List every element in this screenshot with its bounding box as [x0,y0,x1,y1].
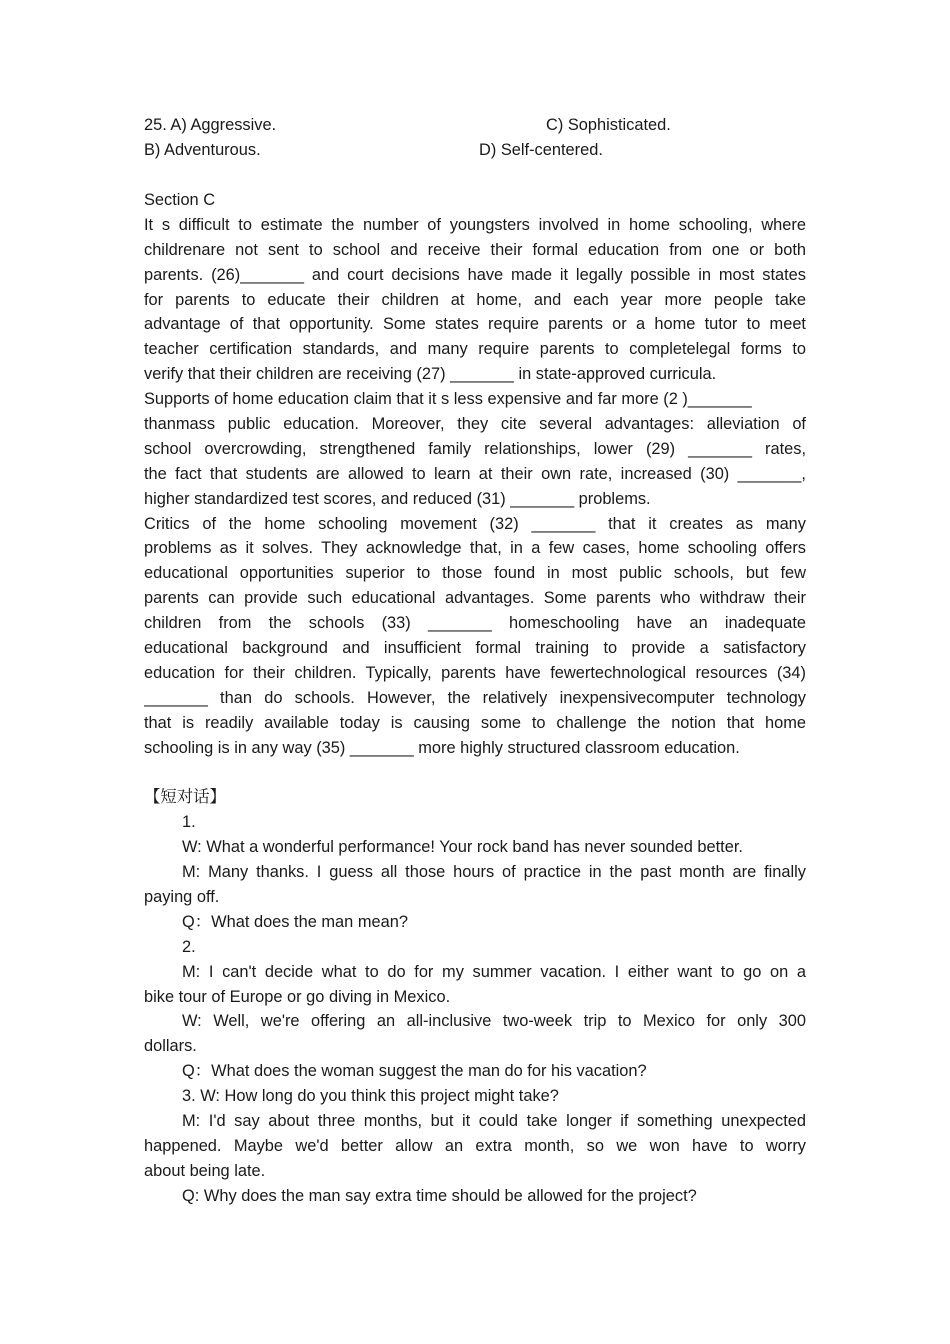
dialogue-line-woman: 3. W: How long do you think this project might take? [182,1087,559,1106]
paragraph-line: verify that their children are receiving (27) _______ in state-approved curricula. [144,365,717,384]
dialogue-line-man: M: Many thanks. I guess all those hours of practice in the past month are finally [182,863,806,882]
short-dialogues-heading: 【短对话】 [144,787,226,807]
paragraph-line: childrenare not sent to school and receive their formal education from one or both [144,240,806,259]
dialogue-2 [144,935,806,1084]
dialogue-1 [144,810,806,934]
paragraph-line: educational background and insufficient formal training to provide a satisfactory [144,639,806,658]
paragraph-line: thanmass public education. Moreover, they cite several advantages: alleviation of [144,415,806,434]
dialogue-line-man: M: I'd say about three months, but it could take longer if something unexpected [182,1111,806,1130]
paragraph-line: parents. (26)_______ and court decisions have made it legally possible in most states [144,265,806,284]
paragraph-line: children from the schools (33) _______ homeschooling have an inadequate [144,614,806,633]
paragraph-line: school overcrowding, strengthened family relationships, lower (29) _______ rates, [144,439,806,458]
dialogue-question: Q: Why does the man say extra time should be allowed for the project? [182,1186,697,1205]
paragraph-line: schooling is in any way (35) _______ more highly structured classroom education. [144,738,740,757]
paragraph-line: problems as it solves. They acknowledge that, in a few cases, home schooling offers [144,539,806,558]
paragraph-line: for parents to educate their children at home, and each year more people take [144,290,806,309]
dialogue-line-man: M: I can't decide what to do for my summer vacation. I either want to go on a [182,962,806,981]
dialogue-question: Q：What does the woman suggest the man do for his vacation? [182,1062,647,1081]
paragraph-line: advantage of that opportunity. Some states require parents or a home tutor to meet [144,315,806,334]
dialogue-number: 2. [182,937,196,956]
paragraph-line: Supports of home education claim that it s less expensive and far more (2 )_______ [144,390,752,409]
paragraph-line: education for their children. Typically, parents have fewertechnological resources (34) [144,663,806,682]
paragraph-line: teacher certification standards, and many require parents to completelegal forms to [144,340,806,359]
paragraph-line: higher standardized test scores, and reduced (31) _______ problems. [144,489,651,508]
main-content [144,188,806,1209]
dialogue-line-man-cont: happened. Maybe we'd better allow an extra month, so we won have to worry [144,1136,806,1155]
paragraph-line: the fact that students are allowed to learn at their own rate, increased (30) _______, [144,464,806,483]
section-c-paragraph-2 [144,387,806,511]
paragraph-line: It s difficult to estimate the number of youngsters involved in home schooling, where [144,215,806,234]
section-c-paragraph-3 [144,512,806,761]
paragraph-line: that is readily available today is causing some to challenge the notion that home [144,713,806,732]
dialogue-line-woman: W: What a wonderful performance! Your rock band has never sounded better. [182,838,743,857]
paragraph-line: _______ than do schools. However, the relatively inexpensivecomputer technology [144,688,806,707]
dialogue-line-woman: W: Well, we're offering an all-inclusive two-week trip to Mexico for only 300 [182,1012,806,1031]
dialogue-line-man-cont: paying off. [144,887,220,906]
option-25-d: D) Self-centered. [479,141,603,159]
section-c-paragraph-1 [144,213,806,387]
dialogue-line-man-cont: bike tour of Europe or go diving in Mexico. [144,987,451,1006]
dialogue-3 [144,1084,806,1208]
paragraph-line: Critics of the home schooling movement (32) _______ that it creates as many [144,514,806,533]
dialogue-line-man-cont: about being late. [144,1161,266,1180]
section-c-heading: Section C [144,191,216,209]
spacer [144,760,806,785]
dialogue-question: Q：What does the man mean? [182,912,408,931]
option-25-a: 25. A) Aggressive. [144,116,277,134]
option-25-b: B) Adventurous. [144,141,261,159]
option-25-c: C) Sophisticated. [546,116,671,134]
paragraph-line: educational opportunities superior to those found in most public schools, but few [144,564,806,583]
paragraph-line: parents can provide such educational advantages. Some parents who withdraw their [144,589,806,608]
dialogue-number: 1. [182,813,196,832]
dialogue-line-woman-cont: dollars. [144,1037,197,1056]
